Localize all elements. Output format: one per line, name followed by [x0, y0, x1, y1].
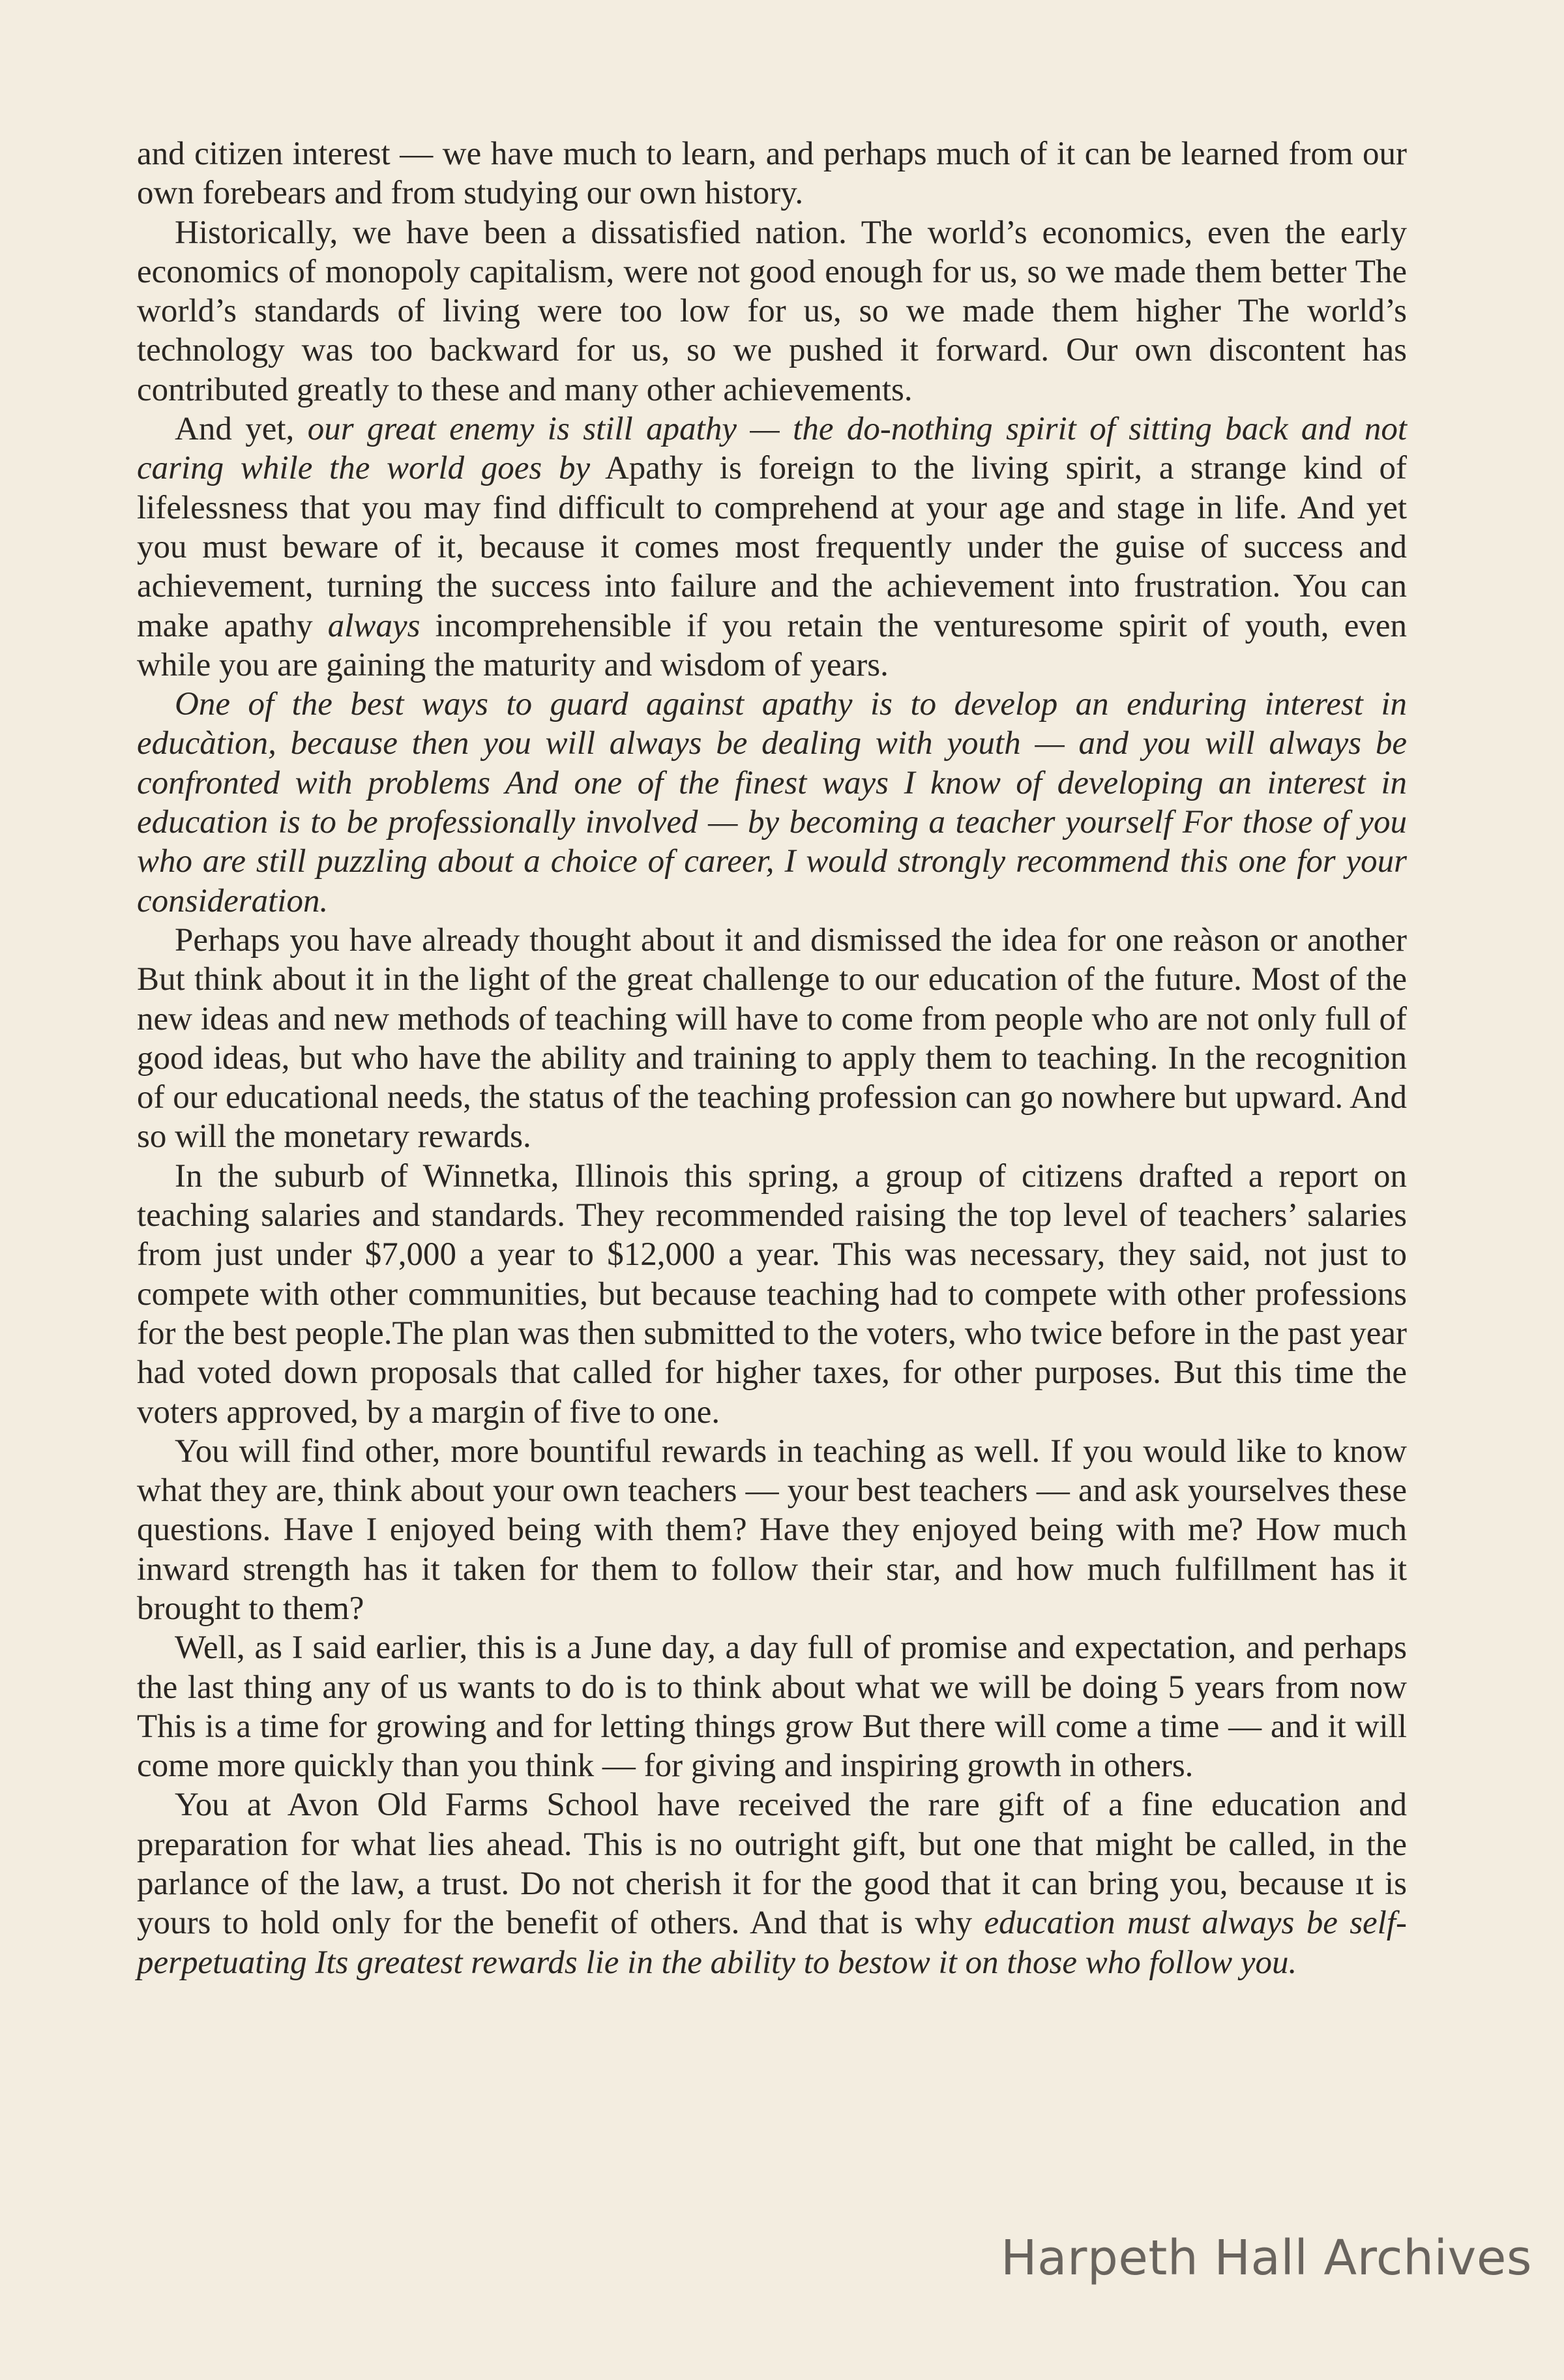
- emphasis-text: education must always be self-perpetuating Its greatest rewards lie in the ability to bestow it on those who follow you.: [137, 1905, 1407, 1981]
- emphasis-text: One of the best ways to guard against apathy is to develop an enduring interest in educàtion, because then you will always be dealing with youth — and you will always be confronted with problems And one of the finest ways I know of developing an interest in education is to be professionally involved — by becoming a teacher yourself For those of you who are still puzzling about a choice of career, I would strongly recommend this one for your consideration.: [137, 686, 1407, 919]
- emphasis-text: always: [327, 607, 421, 644]
- paragraph-3: [137, 409, 1407, 685]
- paragraph-7: [137, 1432, 1407, 1628]
- paragraph-5: [137, 921, 1407, 1157]
- paragraph-text: Historically, we have been a dissatisfied nation. The world’s economics, even the early economics of monopoly capitalism, were not good enough for us, so we made them better The world’s standards of living were too low for us, so we made them higher The world’s technology was too backward for us, so we pushed it forward. Our own discontent has contributed greatly to these and many other achievements.: [137, 214, 1407, 408]
- paragraph-text: Well, as I said earlier, this is a June day, a day full of promise and expectation, and perhaps the last thing any of us wants to do is to think about what we will be doing 5 years from now This is a time for growing and for letting things grow But there will come a time — and it will come more quickly than you think — for giving and inspiring growth in others.: [137, 1629, 1407, 1785]
- paragraph-text: And yet,: [175, 411, 308, 448]
- document-body: [137, 134, 1407, 1982]
- archive-watermark: Harpeth Hall Archives: [1001, 2230, 1532, 2286]
- paragraph-text: Perhaps you have already thought about it and dismissed the idea for one reàson or another But think about it in the light of the great challenge to our education of the future. Most of the new ideas and new methods of teaching will have to come from people who are not only full of good ideas, but who have the ability and training to apply them to teaching. In the recognition of our educational needs, the status of the teaching profession can go nowhere but upward. And so will the monetary rewards.: [137, 921, 1407, 1155]
- paragraph-8: [137, 1628, 1407, 1785]
- paragraph-text: You at Avon Old Farms School have received the rare gift of a fine education and preparation for what lies ahead. This is no outright gift, but one that might be called, in the parlance of the law, a trust. Do not cherish it for the good that it can bring you, because ıt is yours to hold only for the benefit of others. And that is why: [137, 1787, 1407, 1942]
- paragraph-6: [137, 1157, 1407, 1432]
- paragraph-text: Apathy is foreign to the living spirit, a strange kind of lifelessness that you may find difficult to comprehend at your age and stage in life. And yet you must beware of it, because it comes most frequently under the guise of success and achievement, turning the success into failure and the achievement into frustration. You can make apathy: [137, 450, 1407, 644]
- paragraph-text: In the suburb of Winnetka, Illinois this spring, a group of citizens drafted a report on teaching salaries and standards. They recommended raising the top level of teachers’ salaries from just under $7,000 a year to $12,000 a year. This was necessary, they said, not just to compete with other communities, but because teaching had to compete with other professions for the best people.The plan was then submitted to the voters, who twice before in the past year had voted down proposals that called for higher taxes, for other purposes. But this time the voters approved, by a margin of five to one.: [137, 1157, 1407, 1431]
- emphasis-text: our great enemy is still apathy — the do-nothing spirit of sitting back and not caring while the world goes by: [137, 411, 1407, 487]
- paragraph-9: [137, 1785, 1407, 1982]
- paragraph-2: [137, 213, 1407, 409]
- paragraph-4: [137, 685, 1407, 921]
- paragraph-1: [137, 134, 1407, 213]
- paragraph-text: and citizen interest — we have much to learn, and perhaps much of it can be learned from our own forebears and from studying our own history.: [137, 136, 1407, 212]
- paragraph-text: incomprehensible if you retain the venturesome spirit of youth, even while you are gaining the maturity and wisdom of years.: [137, 607, 1407, 683]
- paragraph-text: You will find other, more bountiful rewards in teaching as well. If you would like to know what they are, think about your own teachers — your best teachers — and ask yourselves these questions. Have I enjoyed being with them? Have they enjoyed being with me? How much inward strength has it taken for them to follow their star, and how much fulfillment has it brought to them?: [137, 1433, 1407, 1627]
